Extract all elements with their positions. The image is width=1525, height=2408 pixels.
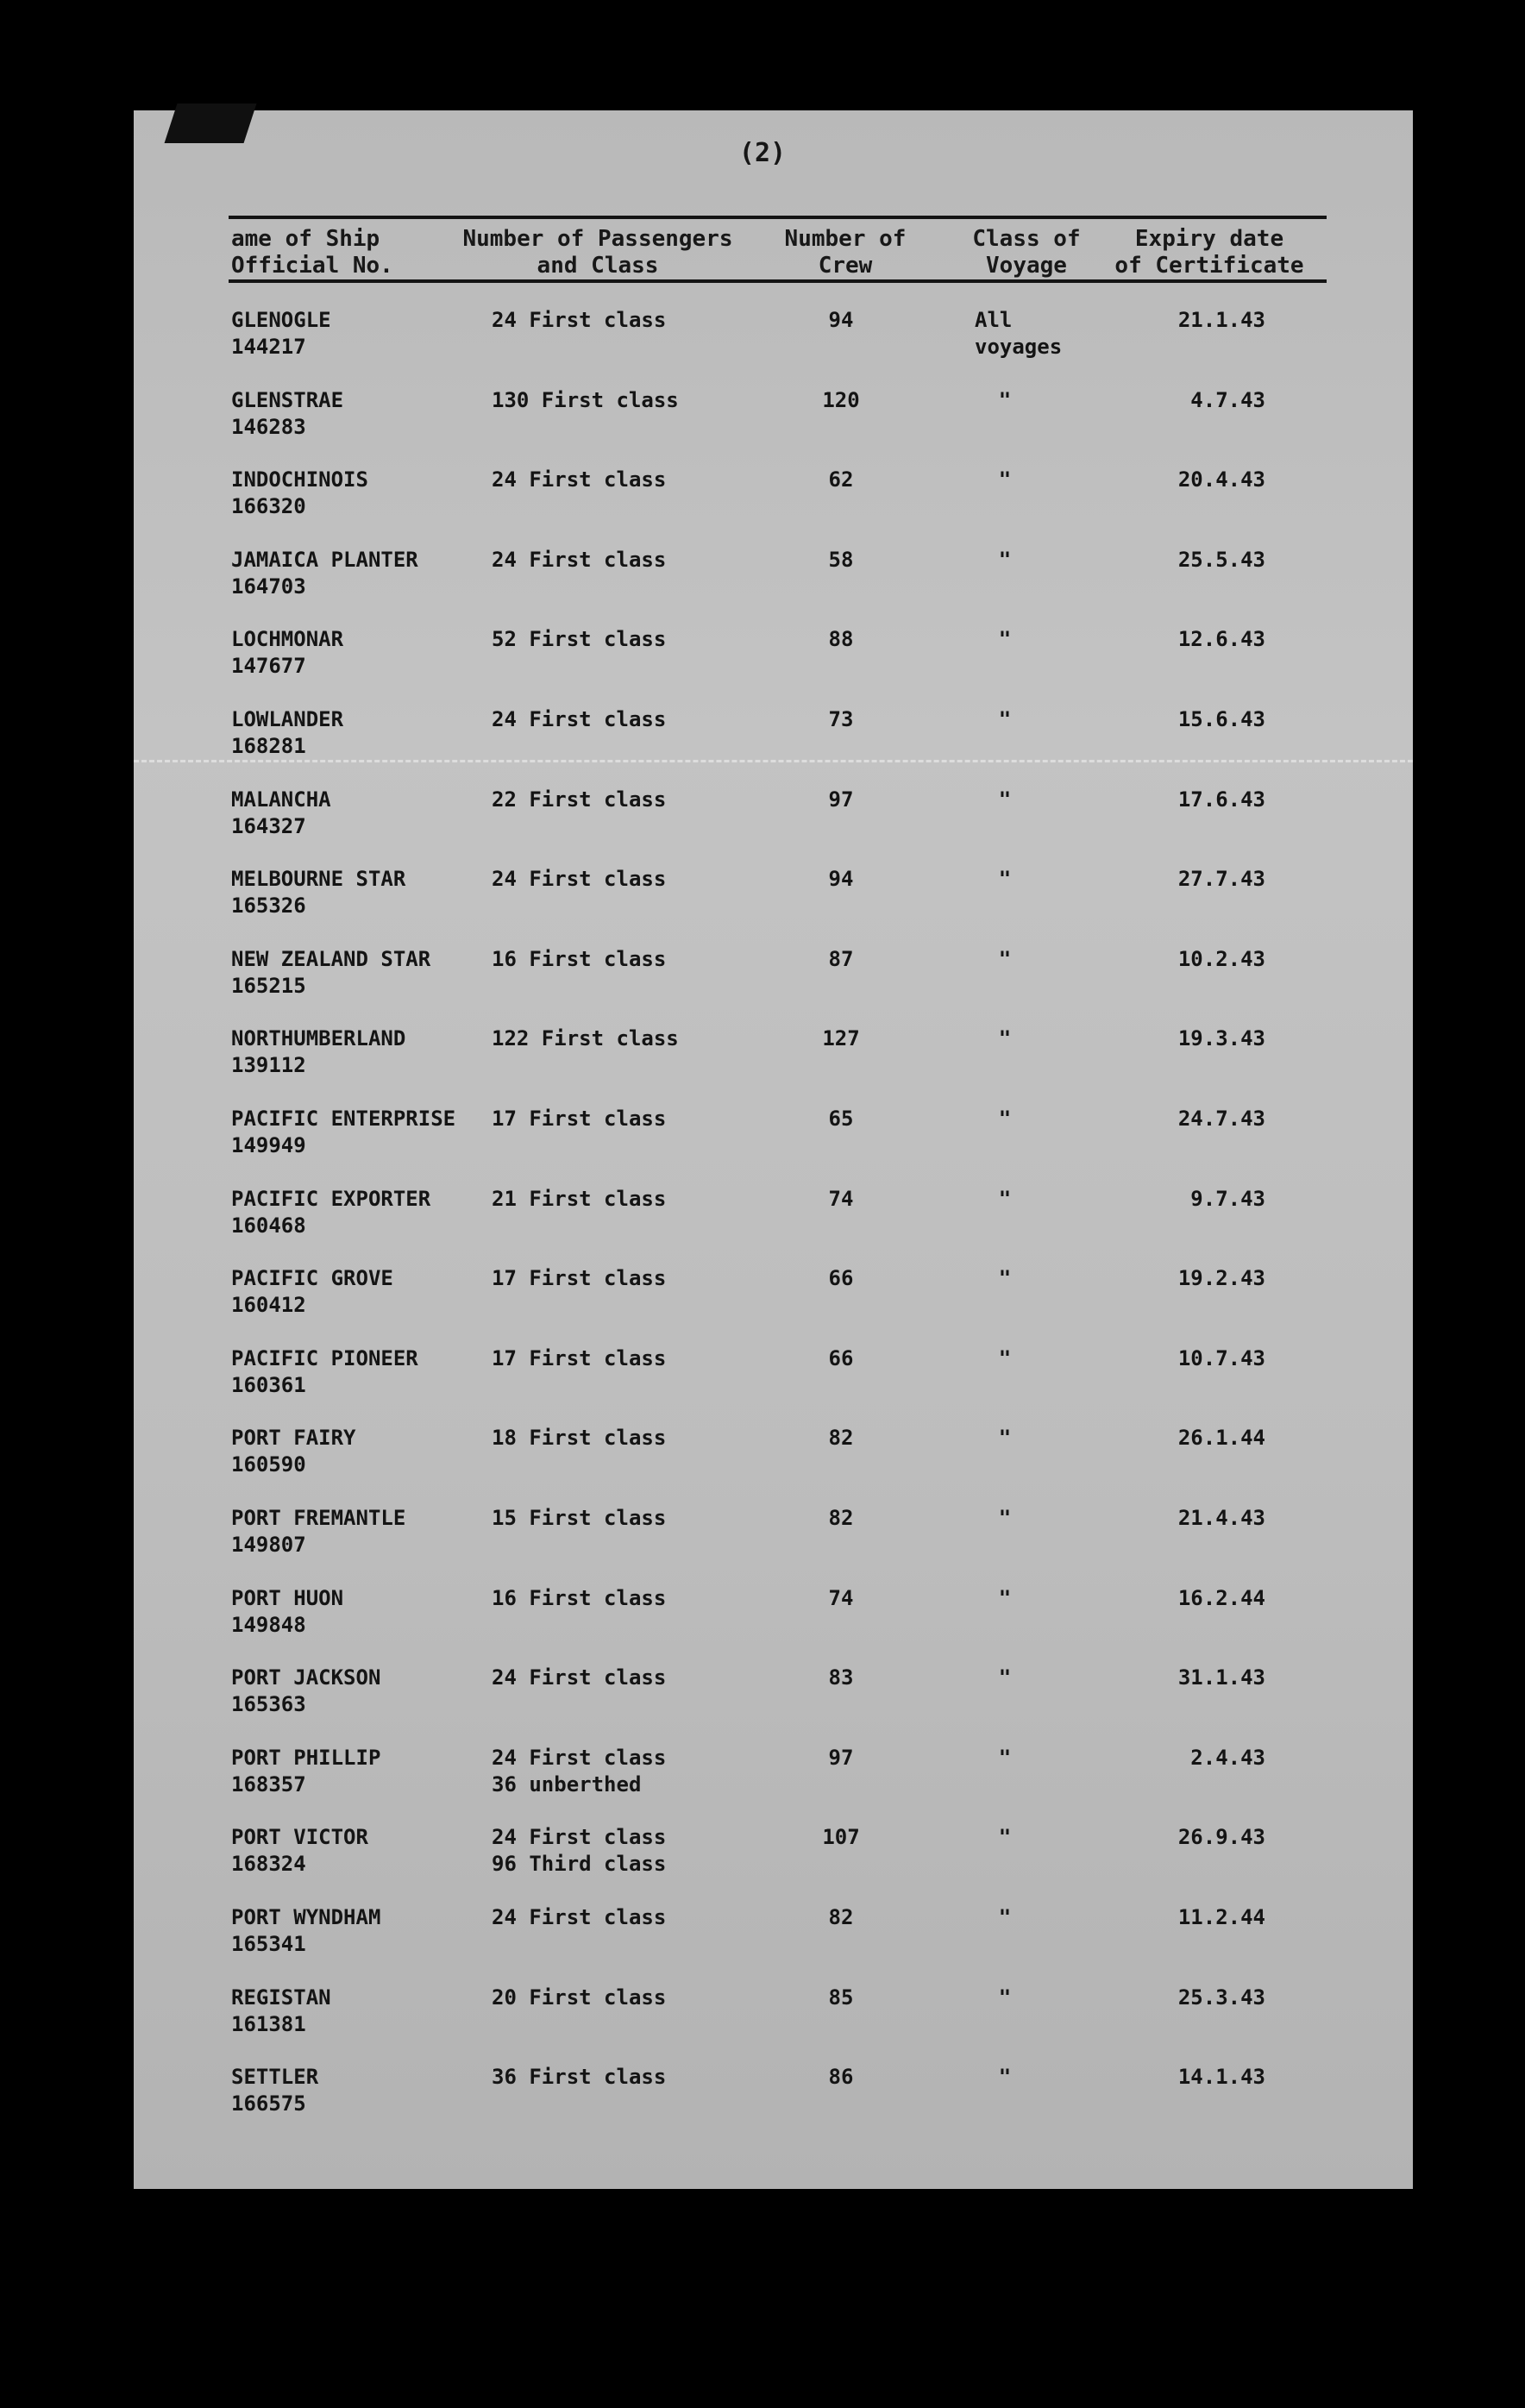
table-row-crew-count: 107 xyxy=(822,1825,860,1849)
table-row-crew-count: 66 xyxy=(828,1266,854,1290)
table-row-ship-name: NORTHUMBERLAND 139112 xyxy=(231,1026,406,1077)
table-row-ship-name: PORT WYNDHAM 165341 xyxy=(231,1905,381,1956)
table-row-voyage-class: " xyxy=(998,1825,1012,1849)
table-row-certificate-expiry: 26.9.43 xyxy=(1177,1825,1265,1849)
table-row-certificate-expiry: 20.4.43 xyxy=(1177,467,1265,492)
table-row-voyage-class: " xyxy=(998,707,1012,731)
table-row-certificate-expiry: 4.7.43 xyxy=(1190,388,1265,412)
table-row-ship-name: SETTLER 166575 xyxy=(231,2065,319,2116)
table-row-ship-name: INDOCHINOIS 166320 xyxy=(231,467,368,518)
table-row-certificate-expiry: 10.7.43 xyxy=(1177,1346,1265,1370)
table-row-ship-name: PORT FREMANTLE 149807 xyxy=(231,1506,406,1557)
table-row-passengers: 36 First class xyxy=(492,2065,667,2089)
table-row-certificate-expiry: 21.4.43 xyxy=(1177,1506,1265,1530)
table-row-passengers: 15 First class xyxy=(492,1506,667,1530)
table-row-passengers: 24 First class xyxy=(492,867,667,891)
table-row-voyage-class: " xyxy=(998,1266,1012,1290)
table-row-certificate-expiry: 2.4.43 xyxy=(1190,1746,1265,1770)
table-row-certificate-expiry: 19.2.43 xyxy=(1177,1266,1265,1290)
table-row-voyage-class: " xyxy=(998,548,1012,572)
table-row-voyage-class: " xyxy=(998,1026,1012,1050)
table-row-crew-count: 73 xyxy=(828,707,854,731)
table-row-certificate-expiry: 12.6.43 xyxy=(1177,627,1265,651)
table-row-certificate-expiry: 15.6.43 xyxy=(1177,707,1265,731)
table-row-voyage-class: " xyxy=(998,1426,1012,1450)
table-row-crew-count: 127 xyxy=(822,1026,860,1050)
table-row-crew-count: 74 xyxy=(828,1187,854,1211)
header-expiry: Expiry date of Certificate xyxy=(1114,226,1304,279)
table-row-certificate-expiry: 27.7.43 xyxy=(1177,867,1265,891)
table-row-voyage-class: " xyxy=(998,1187,1012,1211)
table-row-crew-count: 65 xyxy=(828,1107,854,1131)
table-row-ship-name: MELBOURNE STAR 165326 xyxy=(231,867,406,918)
table-row-voyage-class: " xyxy=(998,467,1012,492)
table-row-voyage-class: " xyxy=(998,1985,1012,2010)
table-row-ship-name: NEW ZEALAND STAR 165215 xyxy=(231,947,431,998)
table-row-voyage-class: " xyxy=(998,1586,1012,1610)
table-row-voyage-class: " xyxy=(998,1905,1012,1929)
table-row-passengers: 24 First class xyxy=(492,707,667,731)
table-row-certificate-expiry: 25.3.43 xyxy=(1177,1985,1265,2010)
table-row-crew-count: 94 xyxy=(828,867,854,891)
table-row-ship-name: PORT PHILLIP 168357 xyxy=(231,1746,381,1797)
table-row-voyage-class: " xyxy=(998,1746,1012,1770)
page-number: (2) xyxy=(738,138,787,168)
table-row-passengers: 18 First class xyxy=(492,1426,667,1450)
table-row-ship-name: PORT FAIRY 160590 xyxy=(231,1426,356,1477)
table-row-voyage-class: " xyxy=(998,947,1012,971)
table-row-certificate-expiry: 24.7.43 xyxy=(1177,1107,1265,1131)
table-row-passengers: 16 First class xyxy=(492,947,667,971)
table-row-crew-count: 66 xyxy=(828,1346,854,1370)
table-row-passengers: 17 First class xyxy=(492,1107,667,1131)
table-row-crew-count: 97 xyxy=(828,787,854,812)
table-header-rule xyxy=(229,279,1327,283)
table-row-passengers: 24 First class xyxy=(492,1905,667,1929)
table-row-ship-name: LOWLANDER 168281 xyxy=(231,707,344,758)
table-row-ship-name: LOCHMONAR 147677 xyxy=(231,627,344,678)
table-row-voyage-class: " xyxy=(998,388,1012,412)
table-row-certificate-expiry: 10.2.43 xyxy=(1177,947,1265,971)
table-row-voyage-class: " xyxy=(998,867,1012,891)
table-row-voyage-class: " xyxy=(998,627,1012,651)
table-row-certificate-expiry: 16.2.44 xyxy=(1177,1586,1265,1610)
table-row-passengers: 20 First class xyxy=(492,1985,667,2010)
table-row-passengers: 17 First class xyxy=(492,1346,667,1370)
table-row-voyage-class: " xyxy=(998,1346,1012,1370)
table-row-ship-name: MALANCHA 164327 xyxy=(231,787,331,838)
table-row-crew-count: 120 xyxy=(822,388,860,412)
table-row-passengers: 24 First class 36 unberthed xyxy=(492,1746,667,1797)
table-row-crew-count: 97 xyxy=(828,1746,854,1770)
table-row-certificate-expiry: 17.6.43 xyxy=(1177,787,1265,812)
table-row-crew-count: 83 xyxy=(828,1665,854,1690)
table-row-ship-name: GLENSTRAE 146283 xyxy=(231,388,344,439)
table-row-passengers: 24 First class xyxy=(492,1665,667,1690)
table-row-ship-name: PACIFIC GROVE 160412 xyxy=(231,1266,393,1317)
table-row-crew-count: 58 xyxy=(828,548,854,572)
header-passengers: Number of Passengers and Class xyxy=(462,226,733,279)
table-row-crew-count: 86 xyxy=(828,2065,854,2089)
table-row-ship-name: PORT HUON 149848 xyxy=(231,1586,344,1637)
table-row-voyage-class: " xyxy=(998,1506,1012,1530)
table-row-ship-name: PACIFIC PIONEER 160361 xyxy=(231,1346,418,1397)
header-voyage: Class of Voyage xyxy=(972,226,1081,279)
table-row-passengers: 17 First class xyxy=(492,1266,667,1290)
table-row-certificate-expiry: 25.5.43 xyxy=(1177,548,1265,572)
page-fold-line xyxy=(134,760,1413,762)
table-row-passengers: 24 First class xyxy=(492,548,667,572)
table-row-ship-name: PORT JACKSON 165363 xyxy=(231,1665,381,1716)
table-row-ship-name: PACIFIC ENTERPRISE 149949 xyxy=(231,1107,456,1157)
table-row-passengers: 22 First class xyxy=(492,787,667,812)
table-row-voyage-class: " xyxy=(998,787,1012,812)
table-row-ship-name: JAMAICA PLANTER 164703 xyxy=(231,548,418,599)
table-row-crew-count: 88 xyxy=(828,627,854,651)
table-row-crew-count: 82 xyxy=(828,1506,854,1530)
header-crew: Number of Crew xyxy=(784,226,907,279)
table-row-certificate-expiry: 9.7.43 xyxy=(1190,1187,1265,1211)
table-row-ship-name: PORT VICTOR 168324 xyxy=(231,1825,368,1876)
table-row-passengers: 24 First class xyxy=(492,467,667,492)
table-row-certificate-expiry: 14.1.43 xyxy=(1177,2065,1265,2089)
table-row-voyage-class: All voyages xyxy=(975,308,1063,359)
table-row-passengers: 16 First class xyxy=(492,1586,667,1610)
table-row-certificate-expiry: 21.1.43 xyxy=(1177,308,1265,332)
table-row-voyage-class: " xyxy=(998,1665,1012,1690)
table-row-crew-count: 87 xyxy=(828,947,854,971)
table-row-voyage-class: " xyxy=(998,1107,1012,1131)
table-row-ship-name: PACIFIC EXPORTER 160468 xyxy=(231,1187,431,1238)
table-row-ship-name: REGISTAN 161381 xyxy=(231,1985,331,2036)
table-row-certificate-expiry: 19.3.43 xyxy=(1177,1026,1265,1050)
table-row-passengers: 52 First class xyxy=(492,627,667,651)
table-row-certificate-expiry: 31.1.43 xyxy=(1177,1665,1265,1690)
table-row-certificate-expiry: 26.1.44 xyxy=(1177,1426,1265,1450)
table-row-crew-count: 85 xyxy=(828,1985,854,2010)
table-row-crew-count: 82 xyxy=(828,1426,854,1450)
table-row-certificate-expiry: 11.2.44 xyxy=(1177,1905,1265,1929)
table-row-voyage-class: " xyxy=(998,2065,1012,2089)
table-row-passengers: 24 First class 96 Third class xyxy=(492,1825,667,1876)
table-row-passengers: 21 First class xyxy=(492,1187,667,1211)
table-top-rule xyxy=(229,216,1327,219)
table-row-passengers: 122 First class xyxy=(492,1026,679,1050)
table-row-crew-count: 74 xyxy=(828,1586,854,1610)
table-row-crew-count: 94 xyxy=(828,308,854,332)
table-row-passengers: 24 First class xyxy=(492,308,667,332)
table-row-ship-name: GLENOGLE 144217 xyxy=(231,308,331,359)
table-row-passengers: 130 First class xyxy=(492,388,679,412)
header-ship-name: ame of Ship Official No. xyxy=(231,226,393,279)
table-row-crew-count: 82 xyxy=(828,1905,854,1929)
table-row-crew-count: 62 xyxy=(828,467,854,492)
